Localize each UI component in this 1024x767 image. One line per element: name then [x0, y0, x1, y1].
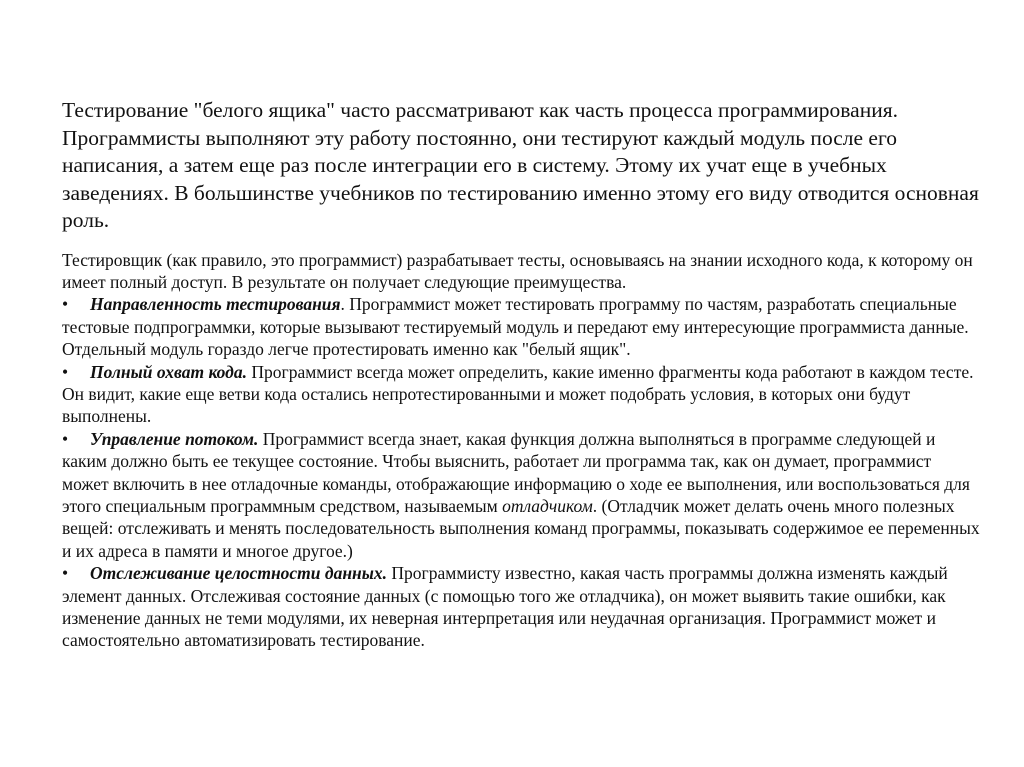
bullet-text-after: . (Отладчик может делать очень много полезных вещей: отслеживать и менять последовательность выполнения команд программы, показывать содержимое ее переменных и их адреса в памяти и многое другое.) [62, 495, 980, 561]
bullet-term: Управление потоком. [90, 428, 259, 449]
bullet-marker: • [62, 428, 69, 449]
bullet-term: Полный охват кода. [90, 361, 247, 382]
bullet-text: Программист всегда знает, какая функция должна выполняться в программе следующей и каким должно быть ее текущее состояние. Чтобы выяснить, работает ли программа так, как он думает, программист может включить в нее отладочные команды, отображающие информацию о ходе ее выполнения, или воспользоваться для этого специальным программным средством, называемым [62, 428, 970, 516]
body-block [62, 249, 982, 652]
bullet-emphasis: отладчиком [502, 495, 593, 516]
intro-paragraph: Тестирование "белого ящика" часто рассматривают как часть процесса программирования. Программисты выполняют эту работу постоянно, они тестируют каждый модуль после его написания, а затем еще раз после интеграции его в систему. Этому их учат еще в учебных заведениях. В большинстве учебников по тестированию именно этому его виду отводится основная роль. [62, 98, 979, 232]
bullet-marker: • [62, 361, 69, 382]
lead-paragraph: Тестировщик (как правило, это программист) разрабатывает тесты, основываясь на знании исходного кода, к которому он имеет полный доступ. В результате он получает следующие преимущества. [62, 249, 973, 292]
bullet-text: Программист всегда может определить, какие именно фрагменты кода работают в каждом тесте. Он видит, какие еще ветви кода остались непротестированными и может подобрать условия, в которых они будут выполнены. [62, 361, 974, 427]
bullet-direction [62, 293, 982, 360]
bullet-marker: • [62, 563, 69, 584]
bullet-coverage [62, 361, 982, 428]
bullet-text: . Программист может тестировать программу по частям, разработать специальные тестовые подпрограммки, которые вызывают тестируемый модуль и передают ему интересующие программиста данные. Отдельный модуль гораздо легче протестировать именно как "белый ящик". [62, 294, 969, 360]
bullet-term: Направленность тестирования [90, 294, 341, 315]
bullet-flow-control [62, 428, 982, 562]
bullet-text: Программисту известно, какая часть программы должна изменять каждый элемент данных. Отслеживая состояние данных (с помощью того же отладчика), он может выявить такие ошибки, как изменение данных не теми модулями, их неверная интерпретация или неудачная организация. Программист может и самостоятельно автоматизировать тестирование. [62, 563, 948, 651]
bullet-marker: • [62, 294, 69, 315]
bullet-term: Отслеживание целостности данных. [90, 563, 388, 584]
bullet-data-integrity [62, 562, 982, 652]
slide-content [62, 97, 982, 652]
